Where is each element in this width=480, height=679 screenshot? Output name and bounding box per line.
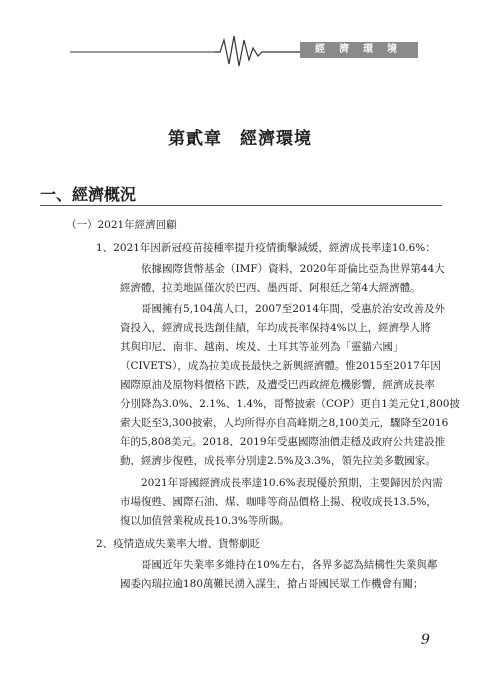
item2-paragraph1-line: 哥國近年失業率多維持在10%左右，各界多認為結構性失業與鄰	[141, 559, 438, 571]
subsection-heading: （一）2021年經濟回顧	[66, 219, 177, 231]
item1-heading: 1、2021年因新冠疫苗接種率提升疫情衝擊減緩，經濟成長率達10.6%：	[96, 242, 436, 254]
header-ecg-rule	[0, 0, 480, 70]
item1-paragraph2-line: 年的5,808美元。2018、2019年受惠國際油價走穩及政府公共建設推	[120, 436, 446, 448]
page-number: 9	[421, 632, 430, 648]
item1-paragraph1-line: 經濟體，拉美地區僅次於巴西、墨西哥、阿根廷之第4大經濟體。	[120, 282, 421, 294]
item1-paragraph2-line: 資投入，經濟成長迭創佳績，年均成長率保持4%以上，經濟學人將	[120, 322, 431, 334]
item1-paragraph2-line: 其與印尼、南非、越南、埃及、土耳其等並列為「靈貓六國」	[120, 341, 404, 353]
item1-paragraph2-line: 哥國擁有5,104萬人口，2007至2014年間，受惠於治安改善及外	[141, 303, 446, 315]
item1-paragraph3-line: 市場復甦、國際石油、煤、咖啡等商品價格上揚、稅收成長13.5%，	[120, 496, 437, 508]
item1-paragraph1-line: 依據國際貨幣基金（IMF）資料，2020年哥倫比亞為世界第44大	[141, 263, 445, 275]
item2-paragraph1-line: 國委內瑞拉逾180萬難民湧入謀生，搶占哥國民眾工作機會有關；	[120, 578, 424, 590]
item1-paragraph2-line: 分別降為3.0%、2.1%、1.4%，哥幣披索（COP）更自1美元兌1,800披	[120, 398, 460, 410]
section-heading: 一、經濟概況	[40, 185, 137, 204]
item1-paragraph2-line: 索大貶至3,300披索，人均所得亦自高峰期之8,100美元，驟降至2016	[120, 417, 449, 429]
running-header	[0, 0, 480, 70]
item1-paragraph2-line: （CIVETS），成為拉美成長最快之新興經濟體。惟2015至2017年因	[120, 360, 441, 372]
section-divider	[40, 205, 442, 206]
item1-paragraph2-line: 國際原油及原物料價格下跌，及遭受巴西政經危機影響，經濟成長率	[120, 379, 435, 391]
item1-paragraph3-line: 2021年哥國經濟成長率達10.6%表現優於預期，主要歸因於內需	[141, 477, 443, 489]
chapter-title: 第貳章 經濟環境	[168, 129, 312, 149]
item1-paragraph3-line: 復以加值營業稅成長10.3%等所賜。	[120, 515, 290, 527]
header-section-tab: 經濟環境	[300, 42, 418, 58]
item1-paragraph2-line: 動，經濟步復甦，成長率分別達2.5%及3.3%，領先拉美多數國家。	[120, 455, 436, 467]
item2-heading: 2、疫情造成失業率大增、貨幣劇貶	[96, 538, 261, 550]
